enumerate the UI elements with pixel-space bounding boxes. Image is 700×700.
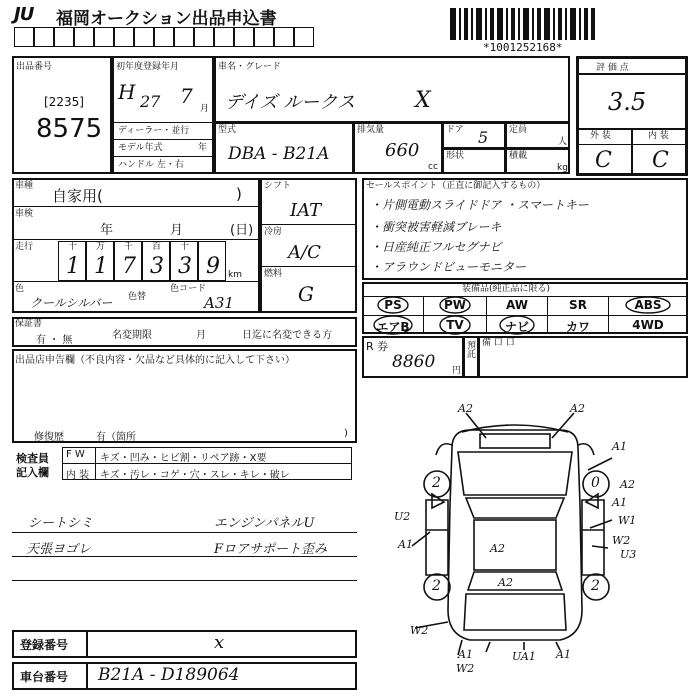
mileage-digit: 3 <box>178 254 192 279</box>
header-box <box>214 27 234 47</box>
deposit-label: 預託 <box>465 340 475 358</box>
displacement-label: 排気量 <box>357 125 385 135</box>
header-box <box>174 27 194 47</box>
grade-label: 評 価 点 <box>596 63 629 73</box>
sales-point-item: ・アラウンドビューモニター <box>370 260 527 274</box>
car-type: DBA - B21A <box>228 144 330 164</box>
header-box <box>134 27 154 47</box>
page-title: 福岡オークション出品申込書 <box>56 9 277 29</box>
repair-close: ) <box>344 428 348 439</box>
exterior-label: 外 装 <box>590 131 611 141</box>
brand-logo <box>14 4 33 25</box>
seller-notes-label: 出品店申告欄（不良内容・欠品など具体的に記入して下さい） <box>15 355 295 366</box>
registration-era: H <box>118 80 136 104</box>
mark-right-u3: U3 <box>620 548 637 561</box>
repair-label: 修復歴 <box>34 432 64 443</box>
remark-1-right: エンジンパネルU <box>214 516 315 531</box>
warranty-note: 日迄に名変できる方 <box>242 330 332 341</box>
ac-label: 冷房 <box>264 227 283 237</box>
inspection-label: 車検 <box>15 209 34 219</box>
mileage-unit: km <box>228 270 242 280</box>
recycle-amount: 8860 <box>392 352 436 372</box>
remark-1-left: シートシミ <box>28 516 94 531</box>
mileage-header: 万 <box>96 242 106 252</box>
wheel-fl: 2 <box>432 475 441 491</box>
equip-leather: カワ <box>565 320 590 334</box>
color-code-label: 色コード <box>170 284 207 294</box>
model-year-unit: 年 <box>198 143 208 153</box>
shape-label: 形状 <box>446 151 465 161</box>
equip-airbag: エアB <box>376 320 410 334</box>
mileage-digit: 9 <box>206 254 220 279</box>
mileage-header: 百 <box>152 242 162 252</box>
mark-left-a1: A1 <box>398 538 413 551</box>
usage-value: 自家用( <box>52 187 103 205</box>
mark-right-w2: W2 <box>612 534 631 547</box>
mark-bottom-a1b: A1 <box>556 648 571 661</box>
inspector-fw: F W <box>66 449 85 460</box>
car-name-label: 車名・グレード <box>218 62 282 72</box>
model-year-label: モデル年式 <box>118 143 163 153</box>
registration-label: 初年度登録年月 <box>116 62 180 72</box>
mileage-label: 走行 <box>15 242 34 252</box>
recycle-note-label: 備 口 口 <box>482 338 515 348</box>
warranty-month: 月 <box>196 330 206 341</box>
color-value: クールシルバー <box>30 296 113 310</box>
doors-value: 5 <box>478 128 489 147</box>
mark-top-right: A2 <box>570 402 585 415</box>
color-code: A31 <box>204 294 234 312</box>
wheel-rl: 2 <box>432 578 441 594</box>
equip-aw: AW <box>506 298 528 312</box>
car-name: デイズ ルークス <box>225 92 356 113</box>
inspector-label-2: 記入欄 <box>16 466 49 479</box>
handle-label: ハンドル 左・右 <box>118 160 184 170</box>
usage-close: ) <box>236 185 242 203</box>
fuel-value: G <box>298 282 314 306</box>
lot-number: 8575 <box>36 114 103 144</box>
header-box <box>34 27 54 47</box>
wheel-fr: 0 <box>591 475 600 491</box>
inspector-row-2: キズ・汚レ・コゲ・穴・スレ・キレ・破レ <box>100 470 290 481</box>
mark-left-u2: U2 <box>394 510 411 523</box>
sales-point-item: ・日産純正フルセグナビ <box>370 240 502 254</box>
chassis-label: 車台番号 <box>20 670 69 684</box>
header-box <box>234 27 254 47</box>
exterior-grade: C <box>595 148 612 173</box>
barcode-number: *1001252168* <box>483 41 563 54</box>
color-label: 色 <box>15 284 25 294</box>
equip-tv: TV <box>446 318 464 332</box>
reg-number-label: 登録番号 <box>20 638 69 652</box>
header-box <box>154 27 174 47</box>
equipment-label: 装備品(純正品に限る) <box>462 284 551 294</box>
displacement-value: 660 <box>385 140 420 161</box>
displacement-unit: cc <box>428 162 438 172</box>
header-box <box>114 27 134 47</box>
car-grade: X <box>415 88 431 113</box>
interior-label: 内 装 <box>648 131 669 141</box>
remark-2-left: 天張ヨゴレ <box>26 542 92 557</box>
header-box <box>254 27 274 47</box>
registration-month-unit: 月 <box>200 104 210 114</box>
sales-point-item: ・衝突被害軽減ブレーキ <box>370 220 502 234</box>
class-unit: kg <box>557 163 568 173</box>
header-box <box>54 27 74 47</box>
repair-value: 有（箇所 <box>96 432 136 443</box>
equip-4wd: 4WD <box>632 318 664 332</box>
fuel-label: 燃料 <box>264 269 283 279</box>
inspection-month: 月 <box>170 223 184 238</box>
mileage-digit: 7 <box>122 254 136 279</box>
mark-right-a2: A2 <box>620 478 635 491</box>
barcode <box>450 8 595 40</box>
class-label: 積載 <box>509 151 528 161</box>
mark-right-upper: A1 <box>612 440 627 453</box>
ac-value: A/C <box>288 242 321 263</box>
header-box <box>74 27 94 47</box>
mark-bottom-a1: A1 <box>458 648 473 661</box>
mark-center-a2b: A2 <box>498 576 513 589</box>
mileage-header: 千 <box>124 242 134 252</box>
wheel-rr: 2 <box>591 578 600 594</box>
shift-label: シフト <box>264 181 292 191</box>
header-box <box>294 27 314 47</box>
mileage-header: 十 <box>68 242 78 252</box>
usage-label: 車種 <box>15 181 34 191</box>
recycle-label: R 券 <box>366 340 389 353</box>
equip-sr: SR <box>569 298 587 312</box>
lot-label: 出品番号 <box>16 62 53 72</box>
inspector-row-1: キズ・凹み・ヒビ割・リペア跡・X要 <box>100 453 267 464</box>
warranty-label: 保証書 <box>15 319 43 329</box>
mark-right-w1: W1 <box>618 514 637 527</box>
shift-value: IAT <box>290 200 322 221</box>
mark-right-a1b: A1 <box>612 496 627 509</box>
mark-top-left: A2 <box>458 402 473 415</box>
capacity-label: 定員 <box>509 125 528 135</box>
recycle-unit: 円 <box>452 366 462 376</box>
mark-bottom-w2: W2 <box>456 662 475 675</box>
sales-point-item: ・片側電動スライドドア ・スマートキー <box>370 198 589 212</box>
header-box <box>14 27 34 47</box>
brand-text: JU <box>14 4 34 25</box>
mileage-header: 十 <box>180 242 190 252</box>
color-swap-label: 色替 <box>128 292 147 302</box>
doors-label: ドア <box>446 125 464 135</box>
mileage-digit: 1 <box>66 254 80 279</box>
inspection-day: (日) <box>230 223 254 238</box>
grade-score: 3.5 <box>608 88 647 116</box>
car-type-label: 型式 <box>218 125 237 135</box>
inspector-label-1: 検査員 <box>16 452 49 465</box>
mileage-digit: 1 <box>94 254 108 279</box>
sales-points-label: セールスポイント（正直に御記入するもの） <box>366 181 546 191</box>
header-box <box>94 27 114 47</box>
registration-month: 7 <box>180 84 193 108</box>
header-box <box>274 27 294 47</box>
inspector-inner: 内 装 <box>66 470 90 481</box>
reg-number-value: x <box>214 632 225 653</box>
mark-bottom-ua1: UA1 <box>512 650 536 663</box>
equip-navi: ナビ <box>504 320 529 334</box>
inspection-year: 年 <box>100 223 114 238</box>
chassis-value: B21A - D189064 <box>98 665 240 685</box>
capacity-unit: 人 <box>558 137 568 147</box>
equip-pw: PW <box>443 298 467 312</box>
header-box <box>194 27 214 47</box>
warranty-options: 有 ・ 無 <box>36 335 73 346</box>
equip-ps: PS <box>384 298 402 312</box>
barcode-bars <box>450 8 595 40</box>
lot-sub-number: [2235] <box>44 95 84 109</box>
registration-year: 27 <box>140 92 161 111</box>
mark-bottom-w2-left: W2 <box>410 624 429 637</box>
remark-2-right: Fロアサポート歪み <box>214 542 328 557</box>
interior-grade: C <box>652 148 669 173</box>
mileage-digit: 3 <box>150 254 164 279</box>
equip-abs: ABS <box>634 298 662 312</box>
mark-center-a2: A2 <box>490 542 505 555</box>
warranty-expiry-label: 名変期限 <box>112 330 152 341</box>
dealer-label: ディーラー・並行 <box>118 126 190 136</box>
